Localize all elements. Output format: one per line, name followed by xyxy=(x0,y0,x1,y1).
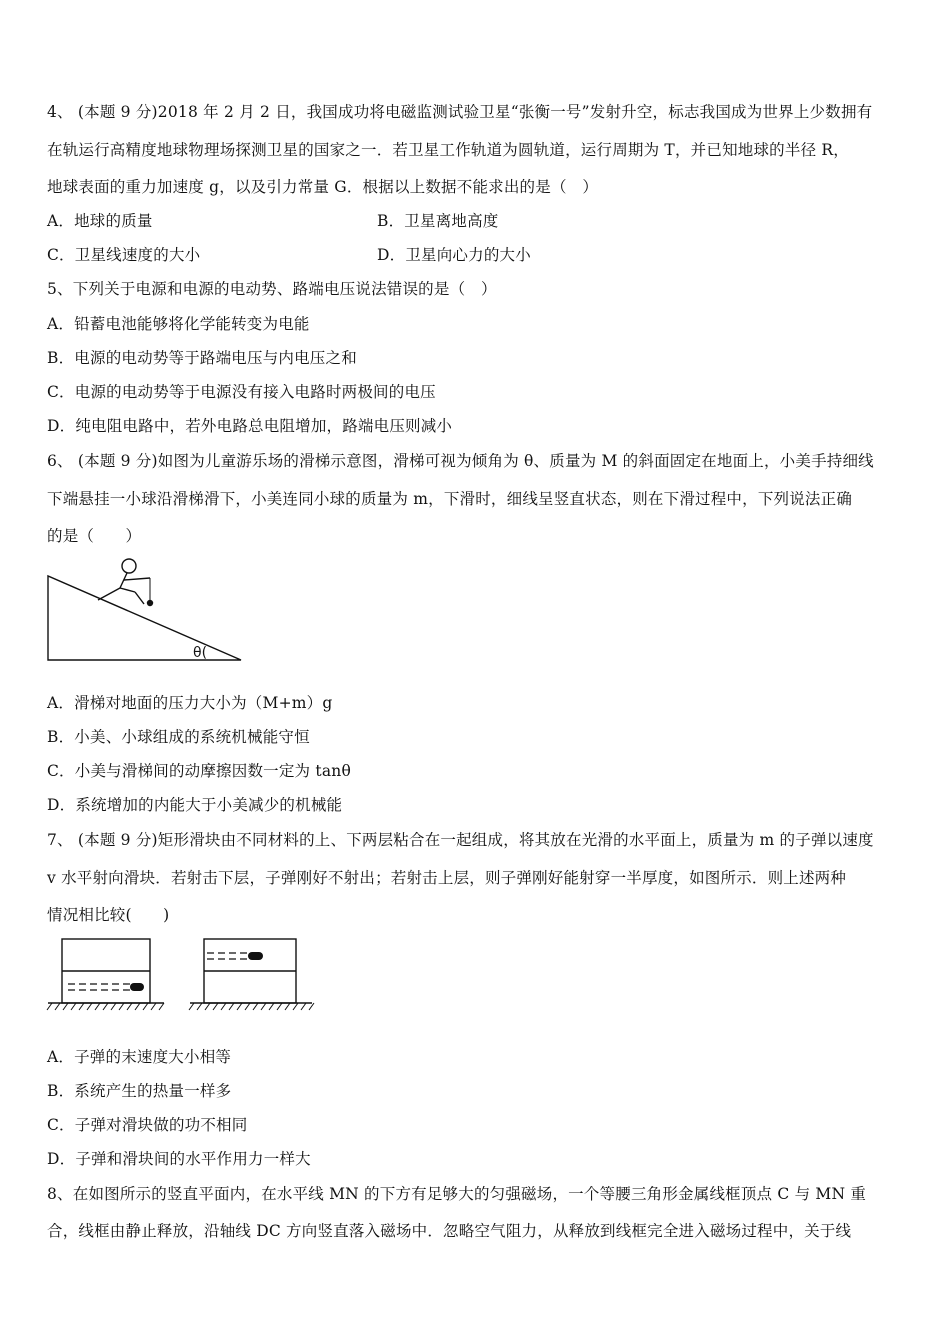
q7-stem-line-3: 情况相比较( ) xyxy=(47,906,170,924)
q5-option-a: A．铅蓄电池能够将化学能转变为电能 xyxy=(47,315,310,333)
q5-stem-line-1: 5、下列关于电源和电源的电动势、路端电压说法错误的是（ ） xyxy=(47,280,497,298)
q6-option-c: C．小美与滑梯间的动摩擦因数一定为 tanθ xyxy=(47,762,351,780)
child-leg xyxy=(135,592,144,604)
child-head xyxy=(122,559,136,573)
q8-stem-line-1: 8、在如图所示的竖直平面内，在水平线 MN 的下方有足够大的匀强磁场，一个等腰三角形金属线框顶点 C 与 MN 重 xyxy=(47,1185,867,1203)
q7-stem-line-2: v 水平射向滑块．若射击下层，子弹刚好不射出；若射击上层，则子弹刚好能射穿一半厚度，如图所示．则上述两种 xyxy=(47,869,847,887)
block-upper-shot xyxy=(189,939,314,1010)
child-seat xyxy=(98,588,120,600)
q7-option-b: B．系统产生的热量一样多 xyxy=(47,1082,232,1100)
q5-option-c: C．电源的电动势等于电源没有接入电路时两极间的电压 xyxy=(47,383,436,401)
q5-option-b: B．电源的电动势等于路端电压与内电压之和 xyxy=(47,349,357,367)
q7-stem-line-1: 7、 (本题 9 分)矩形滑块由不同材料的上、下两层粘合在一起组成，将其放在光滑的水平面上，质量为 m 的子弹以速度 xyxy=(47,831,874,849)
angle-label: θ( xyxy=(193,645,208,661)
bullet-upper xyxy=(248,952,263,960)
q5-option-d: D．纯电阻电路中，若外电路总电阻增加，路端电压则减小 xyxy=(47,417,453,435)
pendulum-ball xyxy=(147,600,153,606)
q6-stem-line-2: 下端悬挂一小球沿滑梯滑下，小美连同小球的质量为 m，下滑时，细线呈竖直状态，则在下滑过程中，下列说法正确 xyxy=(47,490,853,508)
bullet-lower xyxy=(130,983,144,991)
q7-option-c: C．子弹对滑块做的功不相同 xyxy=(47,1116,248,1134)
q4-option-b: B．卫星离地高度 xyxy=(377,212,499,230)
child-arm xyxy=(124,578,150,580)
q6-option-d: D．系统增加的内能大于小美减少的机械能 xyxy=(47,796,343,814)
q6-option-a: A．滑梯对地面的压力大小为（M+m）g xyxy=(47,694,333,712)
q8-stem-line-2: 合，线框由静止释放，沿轴线 DC 方向竖直落入磁场中．忽略空气阻力，从释放到线框完全进入磁场过程中，关于线 xyxy=(47,1222,852,1240)
slide-figure xyxy=(40,552,250,667)
q6-stem-line-3: 的是（ ） xyxy=(47,527,142,545)
q7-option-d: D．子弹和滑块间的水平作用力一样大 xyxy=(47,1150,311,1168)
q4-option-a: A．地球的质量 xyxy=(47,212,153,230)
q6-stem-line-1: 6、 (本题 9 分)如图为儿童游乐场的滑梯示意图，滑梯可视为倾角为 θ、质量为 M 的斜面固定在地面上，小美手持细线 xyxy=(47,452,874,470)
q4-stem-line-1: 4、 (本题 9 分)2018 年 2 月 2 日，我国成功将电磁监测试验卫星“张衡一号”发射升空，标志我国成为世界上少数拥有 xyxy=(47,103,873,121)
q4-stem-line-2: 在轨运行高精度地球物理场探测卫星的国家之一．若卫星工作轨道为圆轨道，运行周期为 T，并已知地球的半径 R， xyxy=(47,141,849,159)
block-figure xyxy=(44,932,319,1017)
block-lower-shot xyxy=(47,939,164,1010)
q4-option-c: C．卫星线速度的大小 xyxy=(47,246,201,264)
q4-option-d: D．卫星向心力的大小 xyxy=(377,246,531,264)
q6-option-b: B．小美、小球组成的系统机械能守恒 xyxy=(47,728,310,746)
q4-stem-line-3: 地球表面的重力加速度 g，以及引力常量 G．根据以上数据不能求出的是（ ） xyxy=(47,178,599,196)
child-thigh xyxy=(120,588,135,592)
q7-option-a: A．子弹的末速度大小相等 xyxy=(47,1048,232,1066)
slide-incline xyxy=(48,576,241,660)
